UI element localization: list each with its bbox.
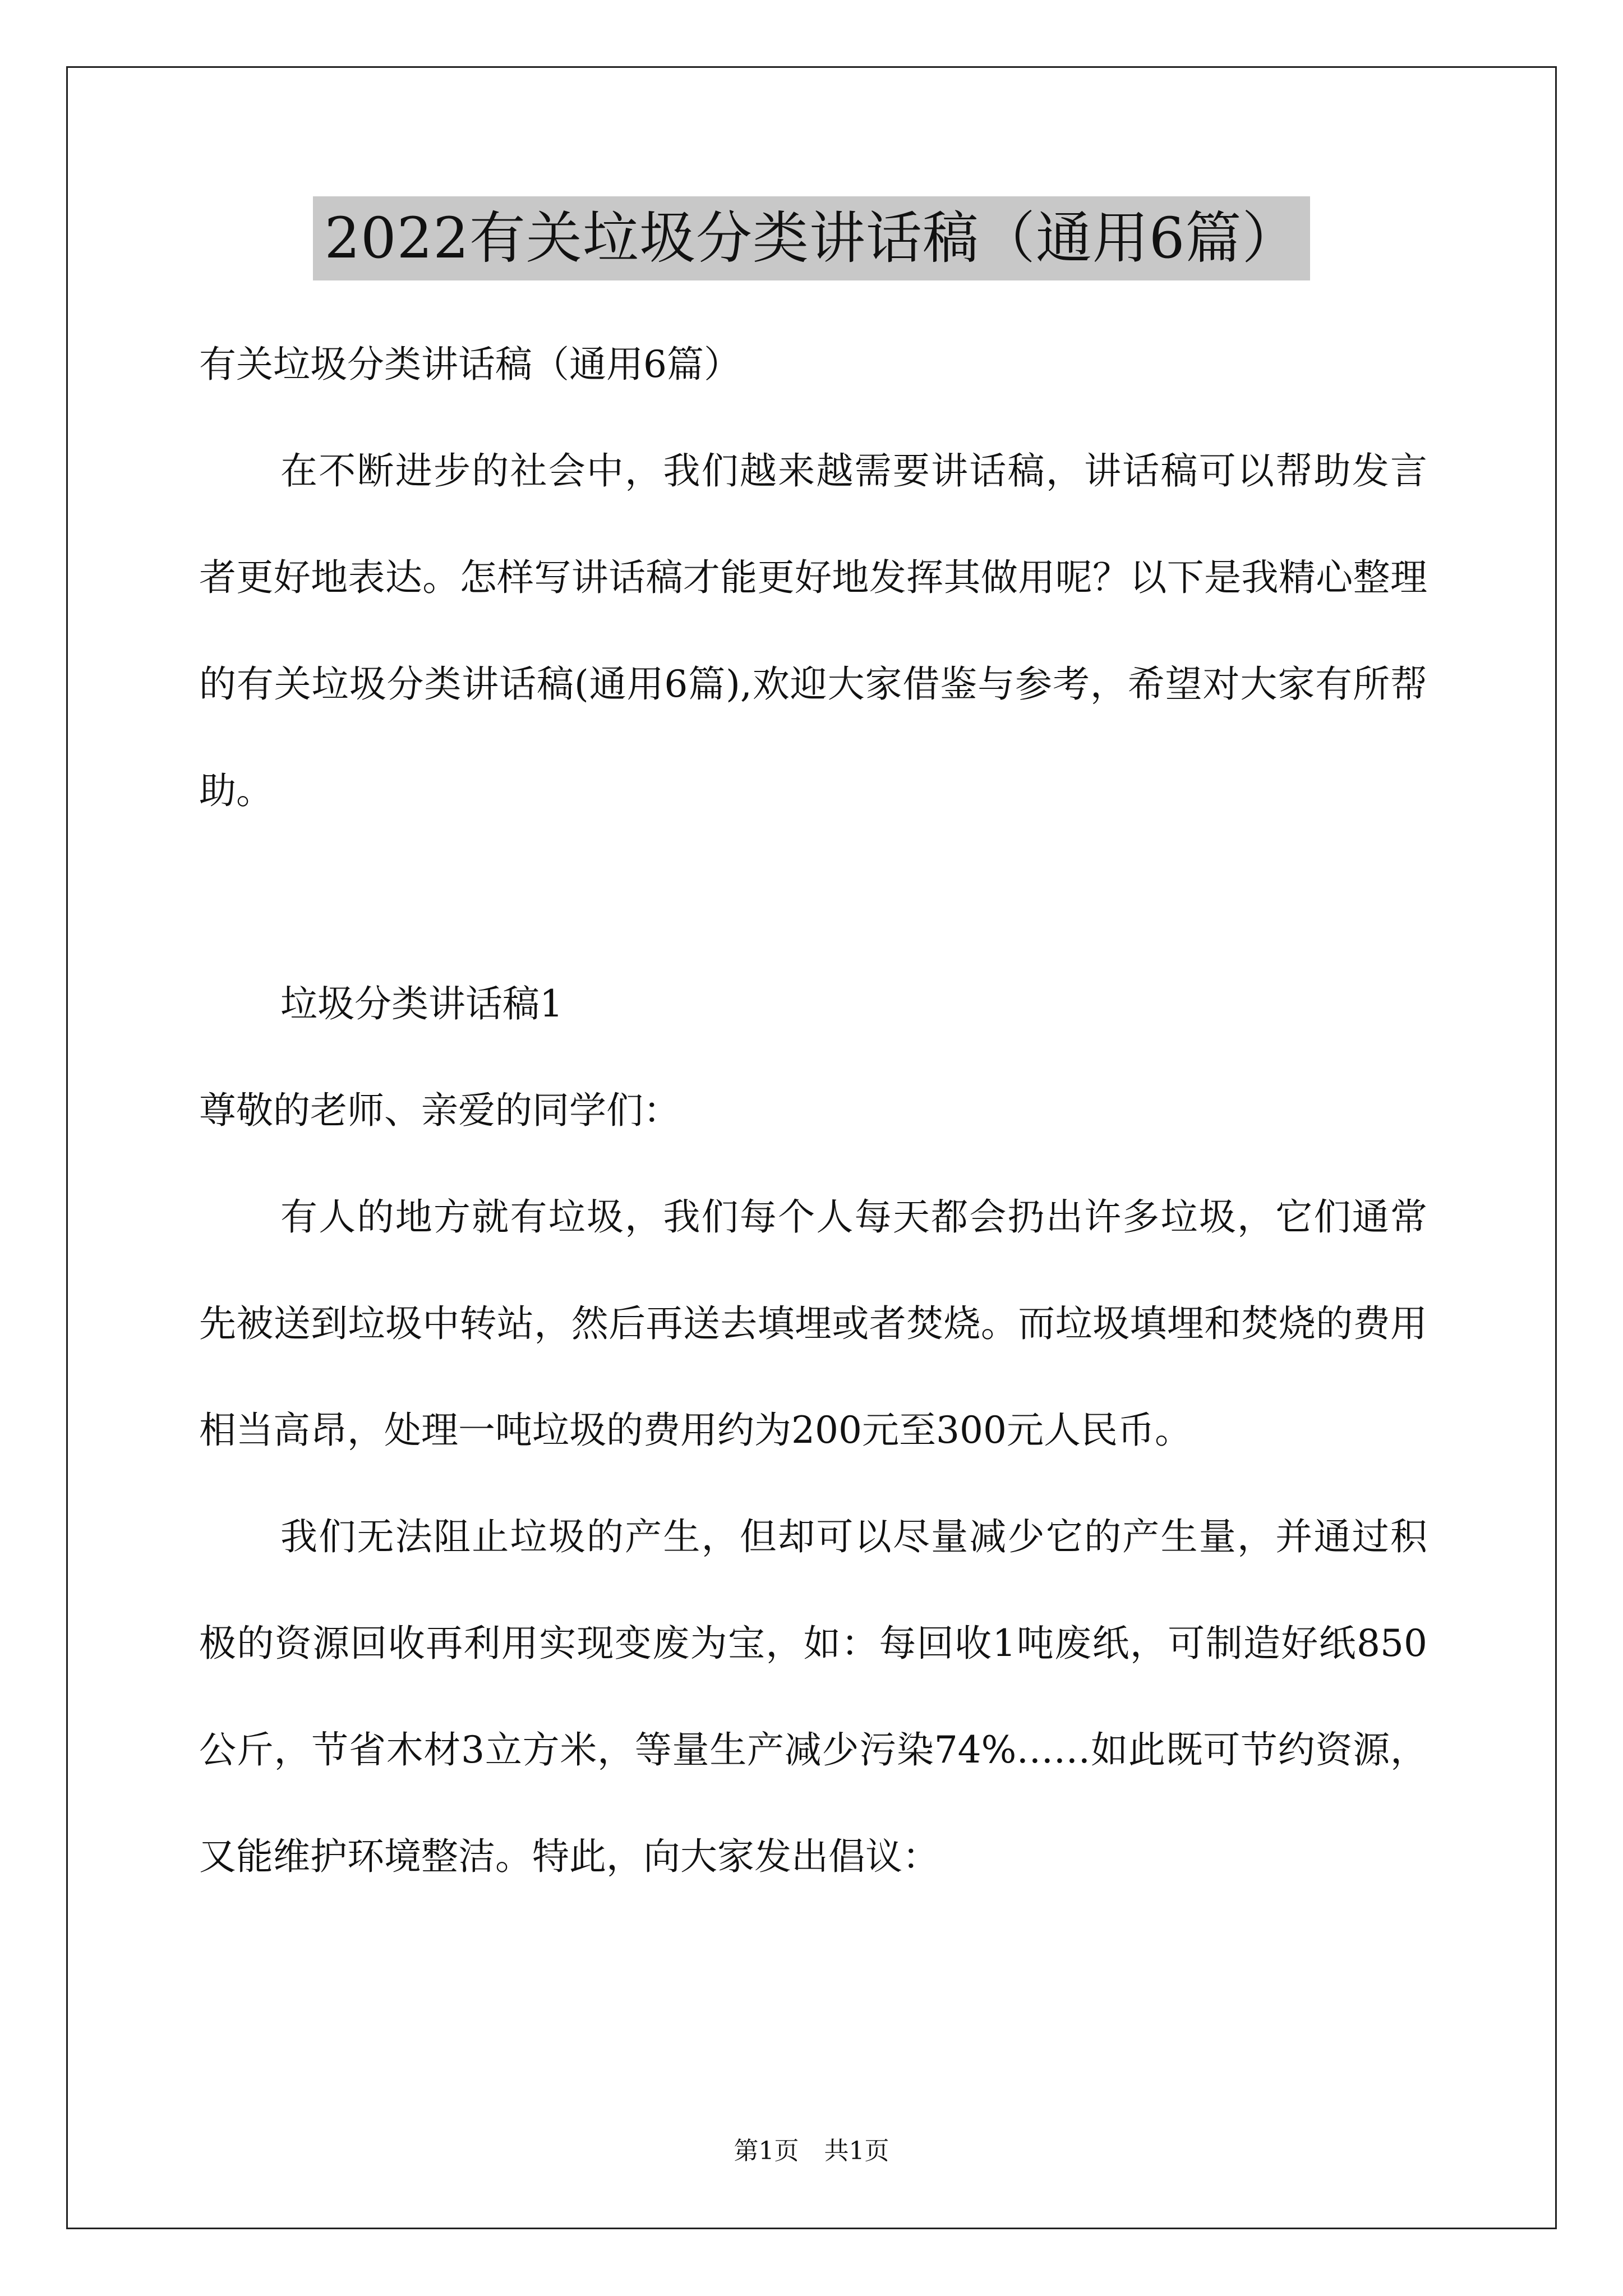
document-body [199,311,1427,1910]
document-title: 2022有关垃圾分类讲话稿（通用6篇） [313,196,1310,280]
page-number: 第1页 [734,2137,799,2165]
body-paragraph: 有人的地方就有垃圾，我们每个人每天都会扔出许多垃圾，它们通常先被送到垃圾中转站，然后再送去填埋或者焚烧。而垃圾填埋和焚烧的费用相当高昂，处理一吨垃圾的费用约为200元至300元人民币。 [199,1195,1427,1452]
page-footer [0,2134,1623,2168]
section-heading: 垃圾分类讲话稿1 [280,982,563,1025]
body-paragraph: 我们无法阻止垃圾的产生，但却可以尽量减少它的产生量，并通过积极的资源回收再利用实现变废为宝，如：每回收1吨废纸，可制造好纸850公斤，节省木材3立方米，等量生产减少污染74%……如此既可节约资源，又能维护环境整洁。特此，向大家发出倡议： [199,1515,1427,1878]
document-subtitle: 有关垃圾分类讲话稿（通用6篇） [199,343,741,386]
page-total: 共1页 [824,2137,889,2165]
title-container [0,196,1623,280]
salutation: 尊敬的老师、亲爱的同学们： [199,1089,680,1132]
intro-paragraph: 在不断进步的社会中，我们越来越需要讲话稿，讲话稿可以帮助发言者更好地表达。怎样写讲话稿才能更好地发挥其做用呢？以下是我精心整理的有关垃圾分类讲话稿(通用6篇),欢迎大家借鉴与参考，希望对大家有所帮助。 [199,449,1427,812]
spacer [199,844,1427,951]
